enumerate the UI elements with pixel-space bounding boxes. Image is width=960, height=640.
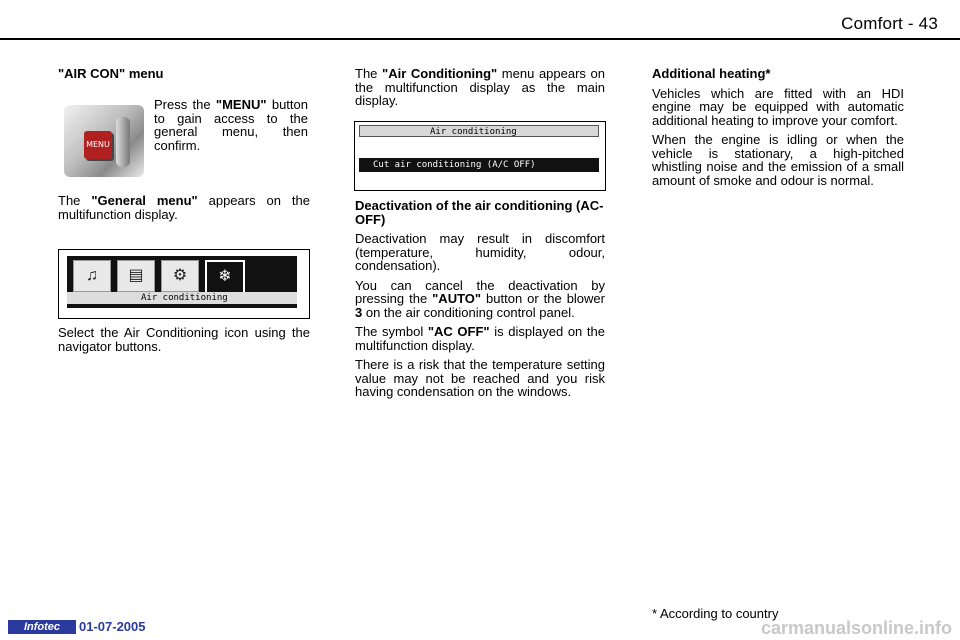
deactivation-section xyxy=(355,199,605,405)
press-menu-text: Press the "MENU" button to gain access to the general menu, then confirm. xyxy=(154,97,308,153)
infotec-logo: Infotec xyxy=(8,620,76,634)
deactivation-heading: Deactivation of the air conditioning (AC-OFF) xyxy=(355,198,604,227)
additional-heating-p2: When the engine is idling or when the vehicle is stationary, a high-pitched whistling noise and the emission of a small amount of smoke and odour is normal. xyxy=(652,132,904,188)
menu-button-label: MENU xyxy=(84,131,112,159)
column-3 xyxy=(652,67,904,193)
edition-date: 01-07-2005 xyxy=(79,619,146,634)
general-menu-text: The "General menu" appears on the multifunction display. xyxy=(58,193,310,222)
ac-menu-intro: The "Air Conditioning" menu appears on the multifunction display as the main display. xyxy=(355,66,606,108)
radio-icon: ♫ xyxy=(73,260,111,292)
column-1 xyxy=(58,67,310,81)
general-menu-display xyxy=(58,249,310,319)
deactivation-p3: The symbol "AC OFF" is displayed on the multifunction display. xyxy=(355,324,605,353)
deactivation-p1: Deactivation may result in discomfort (temperature, humidity, odour, condensation). xyxy=(355,231,605,273)
display-label: Air conditioning xyxy=(67,292,297,304)
ac-display-title: Air conditioning xyxy=(359,125,599,137)
additional-heating-p1: Vehicles which are fitted with an HDI engine may be equipped with automatic additional heating to improve your comfort. xyxy=(652,85,904,128)
footnote: * According to country xyxy=(652,606,779,621)
additional-heating-heading: Additional heating* xyxy=(652,66,771,81)
deactivation-p2: You can cancel the deactivation by pressing the "AUTO" button or the blower 3 on the air conditioning control panel. xyxy=(355,277,605,320)
column-2 xyxy=(355,67,605,114)
select-icon-text: Select the Air Conditioning icon using the navigator buttons. xyxy=(58,325,310,354)
dial-knob xyxy=(116,117,130,167)
watermark: carmanualsonline.info xyxy=(760,618,952,638)
page-title: Comfort - 43 xyxy=(841,14,938,33)
air-con-menu-heading: "AIR CON" menu xyxy=(58,66,164,81)
header-rule xyxy=(0,38,960,40)
trip-computer-icon: ▤ xyxy=(117,260,155,292)
display-screen xyxy=(67,256,297,308)
ac-menu-display xyxy=(354,121,606,191)
air-conditioning-icon: ❄ xyxy=(205,260,245,294)
ac-display-selected-item: Cut air conditioning (A/C OFF) xyxy=(359,158,599,172)
deactivation-p4: There is a risk that the temperature setting value may not be reached and you risk having condensation on the windows. xyxy=(355,357,605,399)
menu-button-photo xyxy=(64,105,144,177)
settings-icon: ⚙ xyxy=(161,260,199,292)
